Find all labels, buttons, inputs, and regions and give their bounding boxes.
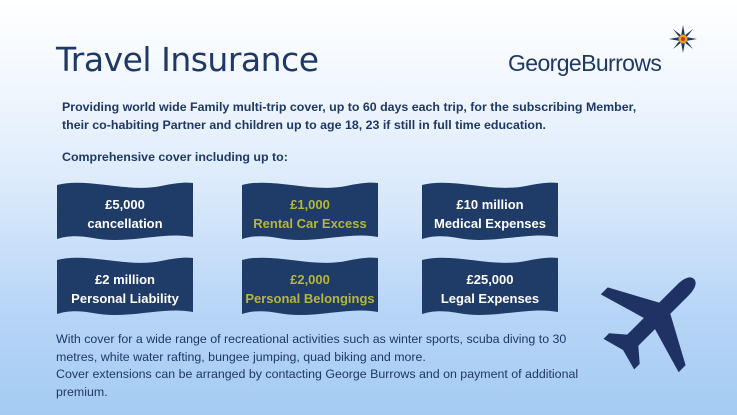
cover-amount: £10 million [456, 197, 524, 212]
cover-card-cancellation [57, 181, 193, 241]
cover-label: Legal Expenses [440, 291, 540, 306]
george-burrows-logo [508, 24, 708, 84]
cover-label: Medical Expenses [434, 216, 546, 231]
footer-text [56, 331, 604, 401]
extensions-text: Cover extensions can be arranged by contacting George Burrows and on payment of additional premium. [56, 367, 579, 399]
cover-label: cancellation [87, 216, 163, 231]
logo-text: GeorgeBurrows [508, 50, 662, 76]
cover-amount: £25,000 [466, 272, 514, 287]
cover-heading: Comprehensive cover including up to: [62, 150, 288, 164]
cover-card-personal-liability [57, 256, 193, 316]
cover-label: Rental Car Excess [253, 216, 367, 231]
cover-amount: £1,000 [290, 197, 330, 212]
cover-label: Personal Liability [71, 291, 179, 306]
compass-star-icon [668, 24, 698, 54]
cover-card-legal-expenses [422, 256, 558, 316]
activities-text: With cover for a wide range of recreational activities such as winter sports, scuba diving to 30 metres, white water rafting, bungee jumping, quad biking and more. [56, 332, 567, 364]
cover-amount: £5,000 [105, 197, 145, 212]
intro-text: Providing world wide Family multi-trip cover, up to 60 days each trip, for the subscribing Member, their co-habiting Partner and children up to age 18, 23 if still in full time education. [62, 100, 637, 132]
cover-card-medical-expenses [422, 181, 558, 241]
page-title: Travel Insurance [56, 40, 319, 79]
cover-card-personal-belongings [242, 256, 378, 316]
cover-amount: £2,000 [290, 272, 330, 287]
cover-amount: £2 million [95, 272, 155, 287]
airplane-icon [596, 262, 714, 372]
cover-card-rental-car-excess [242, 181, 378, 241]
cover-label: Personal Belongings [245, 291, 375, 306]
